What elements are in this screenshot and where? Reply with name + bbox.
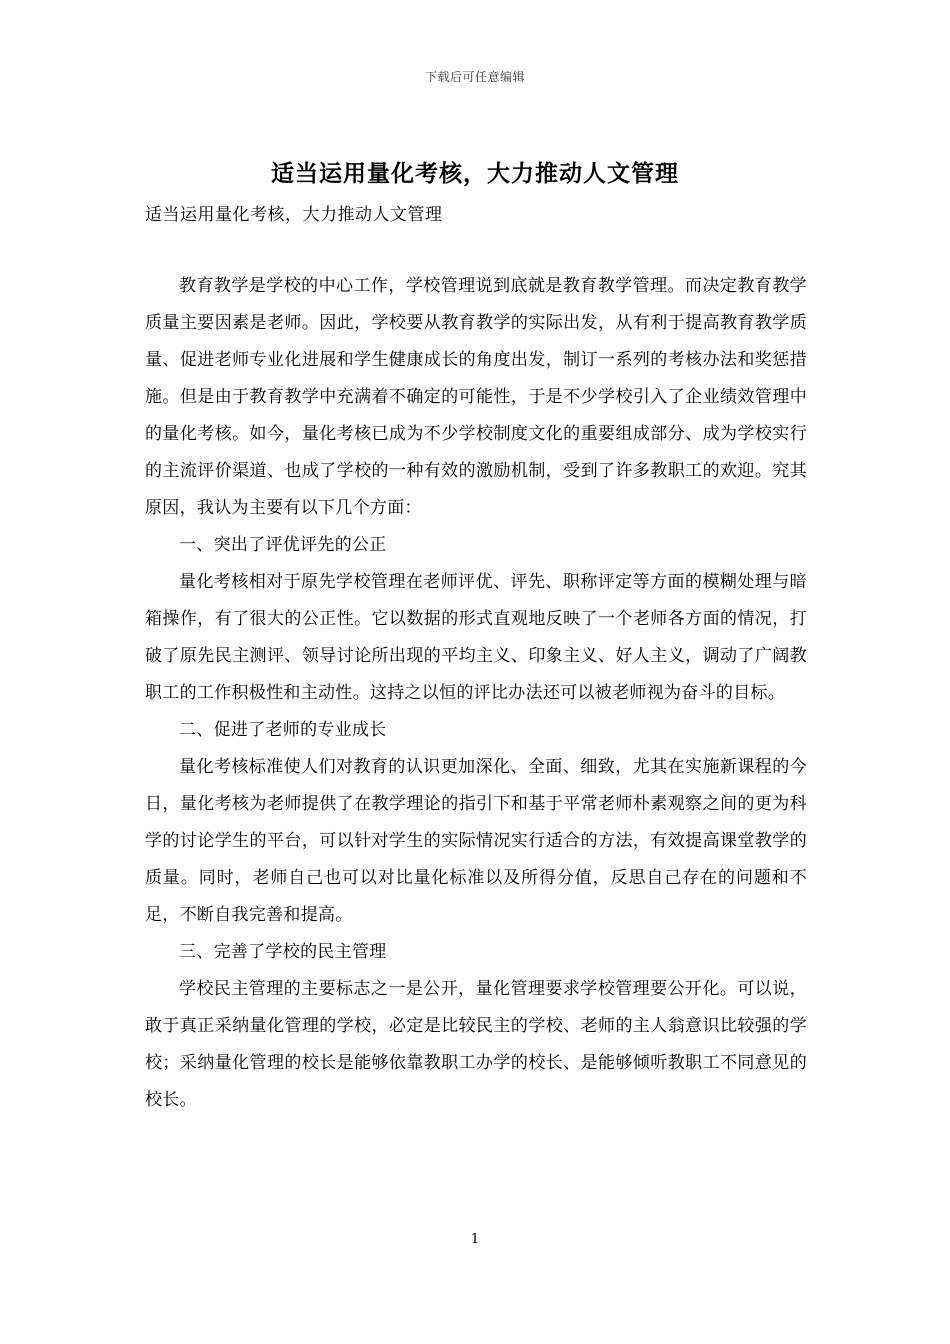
paragraph-section-3: 学校民主管理的主要标志之一是公开，量化管理要求学校管理要公开化。可以说，敢于真正采纳量化管理的学校，必定是比较民主的学校、老师的主人翁意识比较强的学校；采纳量化管理的校长是能够依靠教职工办学的校长、是能够倾听教职工不同意见的校长。 [145,979,807,1110]
header-note: 下载后可任意编辑 [424,70,525,84]
document-subtitle: 适当运用量化考核，大力推动人文管理 [145,205,443,225]
section-heading-3: 三、完善了学校的民主管理 [179,942,387,962]
document-body [145,268,807,1119]
document-title: 适当运用量化考核，大力推动人文管理 [271,160,679,187]
paragraph-intro: 教育教学是学校的中心工作，学校管理说到底就是教育教学管理。而决定教育教学质量主要因素是老师。因此，学校要从教育教学的实际出发，从有利于提高教育教学质量、促进老师专业化进展和学生健康成长的角度出发，制订一系列的考核办法和奖惩措施。但是由于教育教学中充满着不确定的可能性，于是不少学校引入了企业绩效管理中的量化考核。如今，量化考核已成为不少学校制度文化的重要组成部分、成为学校实行的主流评价渠道、也成了学校的一种有效的激励机制，受到了许多教职工的欢迎。究其原因，我认为主要有以下几个方面： [145,276,807,518]
paragraph-section-2: 量化考核标准使人们对教育的认识更加深化、全面、细致，尤其在实施新课程的今日，量化考核为老师提供了在教学理论的指引下和基于平常老师朴素观察之间的更为科学的讨论学生的平台，可以针对学生的实际情况实行适合的方法，有效提高课堂教学的质量。同时，老师自己也可以对比量化标准以及所得分值，反思自己存在的问题和不足，不断自我完善和提高。 [145,757,807,925]
section-heading-1: 一、突出了评优评先的公正 [179,535,387,555]
paragraph-section-1: 量化考核相对于原先学校管理在老师评优、评先、职称评定等方面的模糊处理与暗箱操作，有了很大的公正性。它以数据的形式直观地反映了一个老师各方面的情况，打破了原先民主测评、领导讨论所出现的平均主义、印象主义、好人主义，调动了广阔教职工的工作积极性和主动性。这持之以恒的评比办法还可以被老师视为奋斗的目标。 [145,572,807,703]
page-number: 1 [470,1232,480,1247]
section-heading-2: 二、促进了老师的专业成长 [179,720,387,740]
